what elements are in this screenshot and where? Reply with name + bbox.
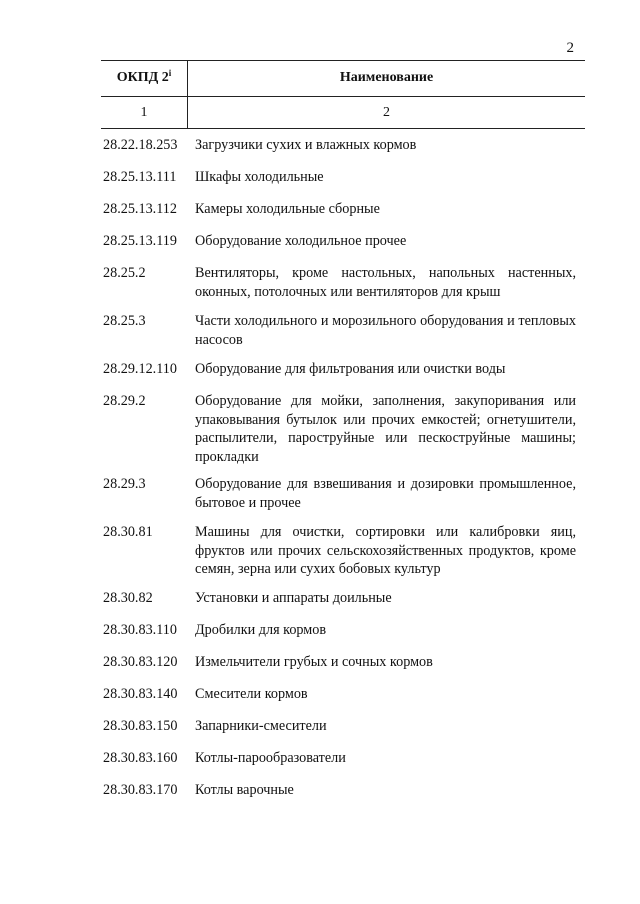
item-name: Оборудование холодильное прочее xyxy=(195,233,407,249)
okpd-code: 28.29.3 xyxy=(103,476,146,492)
header-col-number-2: 2 xyxy=(383,104,390,120)
okpd-code: 28.30.83.140 xyxy=(103,686,178,702)
footnote-mark: i xyxy=(168,68,172,78)
item-name: Смесители кормов xyxy=(195,686,308,702)
okpd-code: 28.30.83.110 xyxy=(103,622,177,638)
item-name: Измельчители грубых и сочных кормов xyxy=(195,654,433,670)
okpd-code: 28.25.13.119 xyxy=(103,233,177,249)
item-name: Машины для очистки, сортировки или калибровки яиц, фруктов или прочих сельскохозяйственных продуктов, кроме семян, зерна или сухих бобовых культур xyxy=(195,524,576,577)
okpd-code: 28.30.83.120 xyxy=(103,654,178,670)
header-okpd xyxy=(101,60,187,96)
okpd-code: 28.30.83.150 xyxy=(103,718,178,734)
header-okpd-label: ОКПД 2 xyxy=(116,70,169,85)
okpd-code: 28.30.82 xyxy=(103,590,153,606)
header-col-number-1: 1 xyxy=(140,104,148,120)
item-name: Загрузчики сухих и влажных кормов xyxy=(195,137,417,153)
okpd-code: 28.30.81 xyxy=(103,524,153,540)
header-name: Наименование xyxy=(339,70,434,85)
okpd-code: 28.22.18.253 xyxy=(103,137,178,153)
item-name: Оборудование для фильтрования или очистки воды xyxy=(195,361,506,377)
item-name: Запарники-смесители xyxy=(195,718,327,734)
okpd-code: 28.25.13.112 xyxy=(103,201,177,217)
okpd-code: 28.25.2 xyxy=(103,265,146,281)
item-name: Оборудование для взвешивания и дозировки промышленное, бытовое и прочее xyxy=(195,476,576,511)
item-name: Шкафы холодильные xyxy=(195,169,324,185)
item-name: Камеры холодильные сборные xyxy=(195,201,380,217)
header-bottom-rule xyxy=(101,128,585,129)
item-name: Оборудование для мойки, заполнения, закупоривания или упаковывания бутылок или прочих емкостей; огнетушители, распылители, пароструйные или пескоструйные машины; прокладки xyxy=(195,393,576,465)
item-name: Установки и аппараты доильные xyxy=(195,590,392,606)
item-name: Части холодильного и морозильного оборудования и тепловых насосов xyxy=(195,313,576,348)
okpd-code: 28.29.12.110 xyxy=(103,361,177,377)
okpd-code: 28.25.3 xyxy=(103,313,146,329)
item-name: Котлы-парообразователи xyxy=(195,750,346,766)
page-number: 2 xyxy=(566,40,574,56)
okpd-code: 28.30.83.160 xyxy=(103,750,178,766)
okpd-code: 28.25.13.111 xyxy=(103,169,177,185)
item-name: Котлы варочные xyxy=(195,782,294,798)
item-name: Вентиляторы, кроме настольных, напольных настенных, оконных, потолочных или вентиляторов для крыш xyxy=(195,265,576,300)
item-name: Дробилки для кормов xyxy=(195,622,327,638)
okpd-code: 28.30.83.170 xyxy=(103,782,178,798)
okpd-code: 28.29.2 xyxy=(103,393,146,409)
